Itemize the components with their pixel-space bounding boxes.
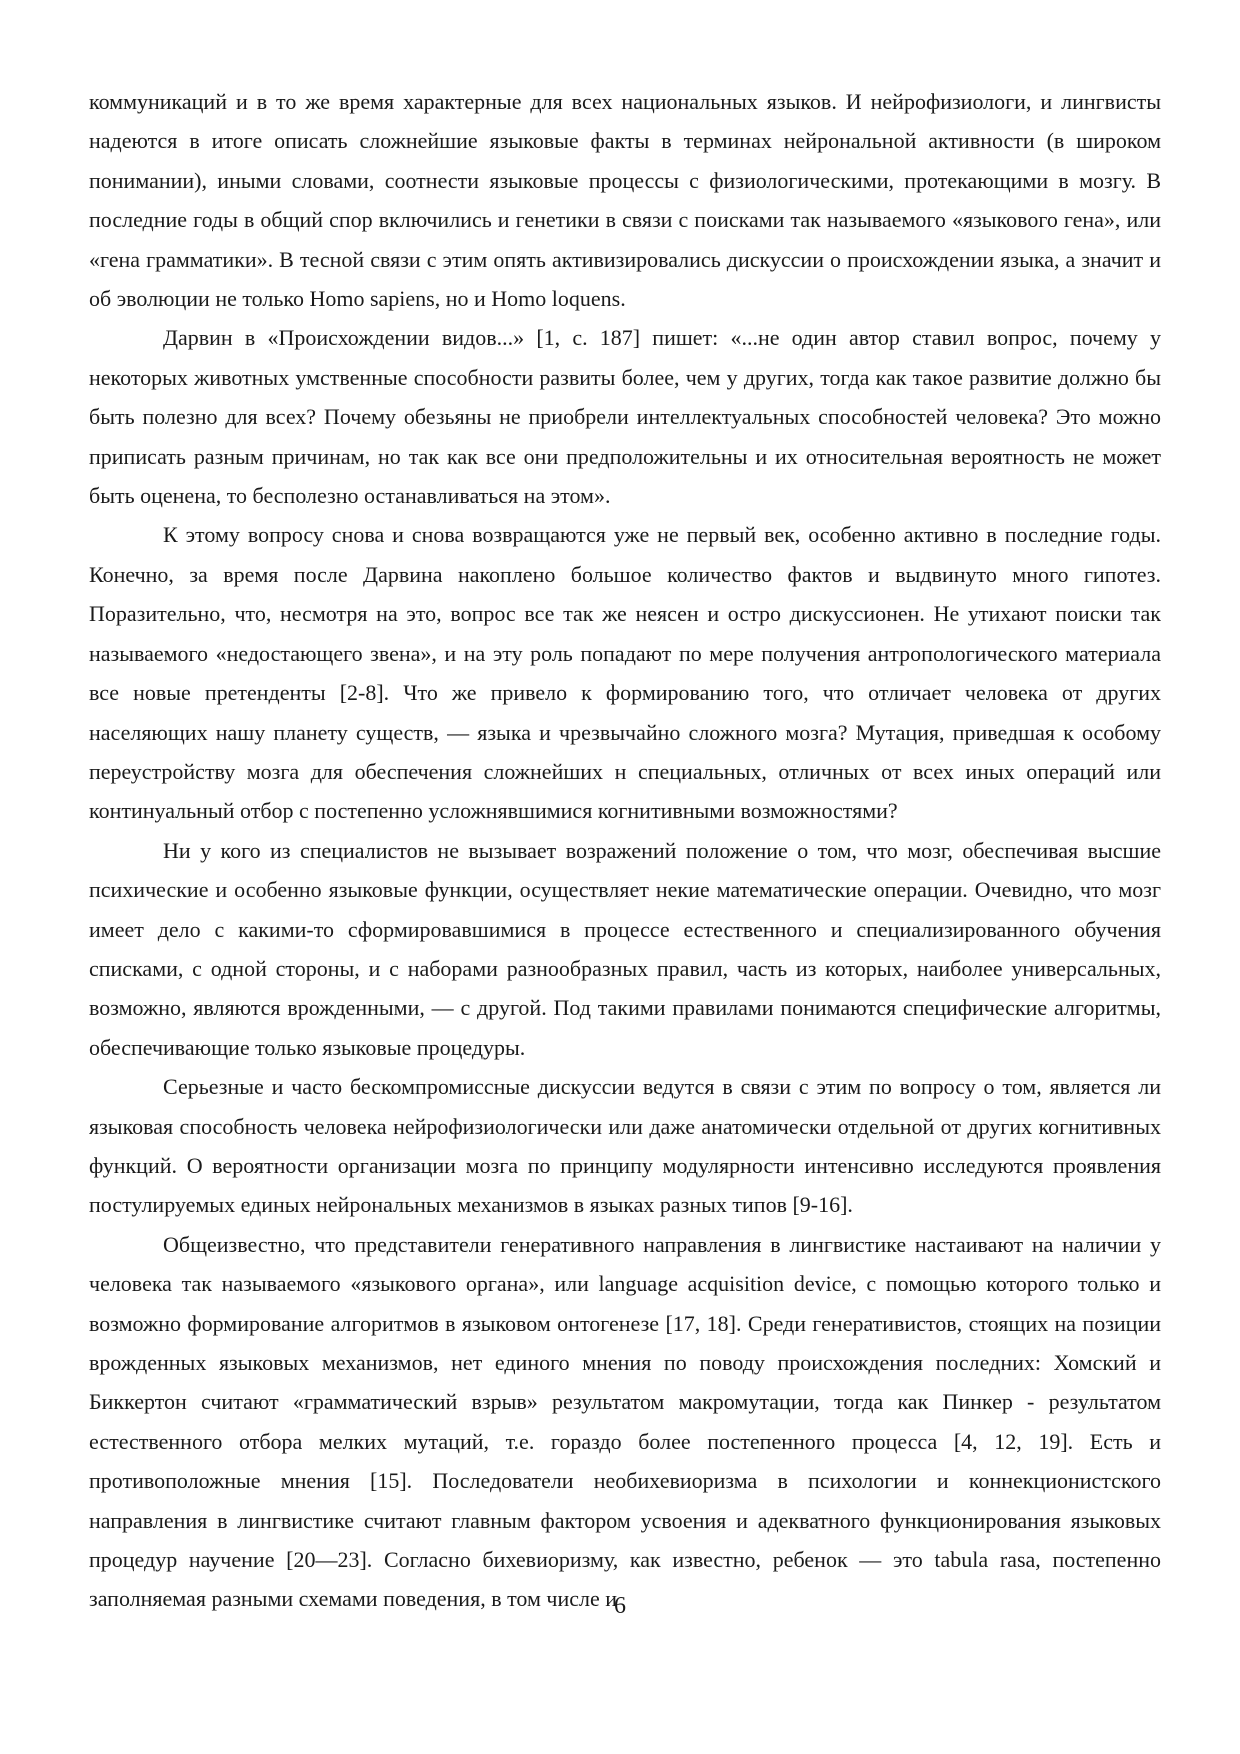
paragraph-generativists: Общеизвестно, что представители генеративного направления в лингвистике настаивают на наличии у человека так называемого «языкового органа», или language acquisition device, с помощью которого только и возможно формирование алгоритмов в языковом онтогенезе [17, 18]. Среди генеративистов, стоящих на позиции врожденных языковых механизмов, нет единого мнения по поводу происхождения последних: Хомский и Биккертон считают «грамматический взрыв» результатом макромутации, тогда как Пинкер - результатом естественного отбора мелких мутаций, т.е. гораздо более постепенного процесса [4, 12, 19]. Есть и противоположные мнения [15]. Последователи необихевиоризма в психологии и коннекционистского направления в лингвистике считают главным фактором усвоения и адекватного функционирования языковых процедур научение [20—23]. Согласно бихевиоризму, как известно, ребенок — это tabula rasa, постепенно заполняемая разными схемами поведения, в том числе и <box>89 1231 1161 1612</box>
document-body <box>89 82 1161 1619</box>
paragraph-1-continuation: коммуникаций и в то же время характерные для всех национальных языков. И нейрофизиологи, и лингвисты надеются в итоге описать сложнейшие языковые факты в терминах нейрональной активности (в широком понимании), иными словами, соотнести языковые процессы с физиологическими, протекающими в мозгу. В последние годы в общий спор включились и генетики в связи с поисками так называемого «языкового гена», или «гена грамматики». В тесной связи с этим опять активизировались дискуссии о происхождении языка, а значит и об эволюции не только Homo sapiens, но и Homo loquens. <box>89 89 1161 312</box>
paragraph-missing-link: К этому вопросу снова и снова возвращаются уже не первый век, особенно активно в последние годы. Конечно, за время после Дарвина накоплено большое количество фактов и выдвинуто много гипотез. Поразительно, что, несмотря на это, вопрос все так же неясен и остро дискуссионен. Не утихают поиски так называемого «недостающего звена», и на эту роль попадают по мере получения антропологического материала все новые претенденты [2-8]. Что же привело к формированию того, что отличает человека от других населяющих нашу планету существ, — языка и чрезвычайно сложного мозга? Мутация, приведшая к особому переустройству мозга для обеспечения сложнейших н специальных, отличных от всех иных операций или континуальный отбор с постепенно усложнявшимися когнитивными возможностями? <box>89 522 1161 824</box>
page-number: 6 <box>614 1593 626 1619</box>
paragraph-modularity: Серьезные и часто бескомпромиссные дискуссии ведутся в связи с этим по вопросу о том, является ли языковая способность человека нейрофизиологически или даже анатомически отдельной от других когнитивных функций. О вероятности организации мозга по принципу модулярности интенсивно исследуются проявления постулируемых единых нейрональных механизмов в языках разных типов [9-16]. <box>89 1074 1161 1218</box>
paragraph-brain-operations: Ни у кого из специалистов не вызывает возражений положение о том, что мозг, обеспечивая высшие психические и особенно языковые функции, осуществляет некие математические операции. Очевидно, что мозг имеет дело с какими-то сформировавшимися в процессе естественного и специализированного обучения списками, с одной стороны, и с наборами разнообразных правил, часть из которых, наиболее универсальных, возможно, являются врожденными, — с другой. Под такими правилами понимаются специфические алгоритмы, обеспечивающие только языковые процедуры. <box>89 837 1161 1060</box>
paragraph-darwin-quote: Дарвин в «Происхождении видов...» [1, с. 187] пишет: «...не один автор ставил вопрос, почему у некоторых животных умственные способности развиты более, чем у других, тогда как такое развитие должно бы быть полезно для всех? Почему обезьяны не приобрели интеллектуальных способностей человека? Это можно приписать разным причинам, но так как все они предположительны и их относительная вероятность не может быть оценена, то бесполезно останавливаться на этом». <box>89 325 1161 509</box>
